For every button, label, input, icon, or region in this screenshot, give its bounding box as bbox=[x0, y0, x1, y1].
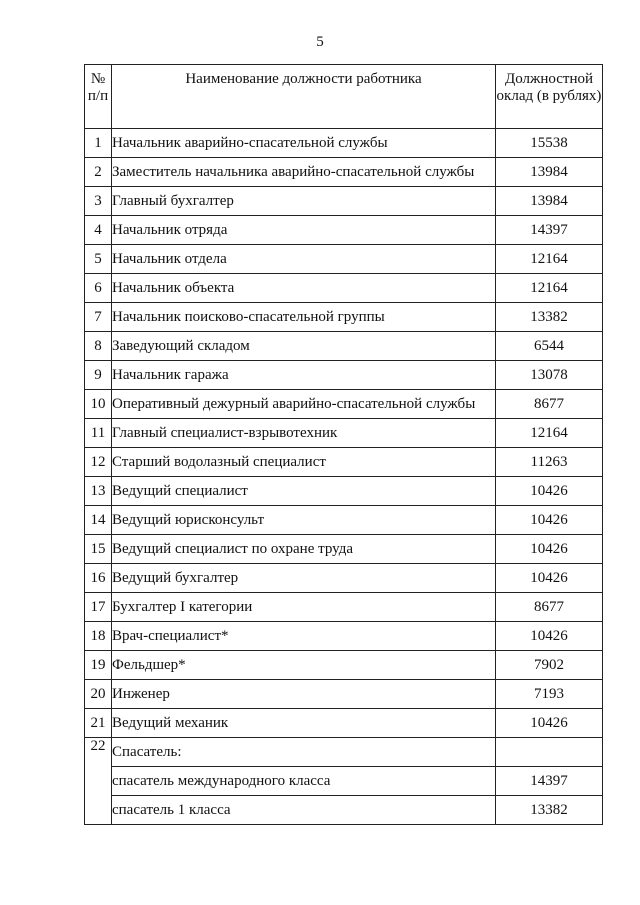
table-row bbox=[85, 477, 603, 506]
position-name: Бухгалтер I категории bbox=[112, 593, 496, 622]
row-number: 22 bbox=[85, 738, 112, 825]
position-name: Ведущий юрисконсульт bbox=[112, 506, 496, 535]
salary-value: 10426 bbox=[496, 564, 603, 593]
table-row bbox=[85, 709, 603, 738]
table-header-row bbox=[85, 65, 603, 129]
salary-table bbox=[84, 64, 603, 825]
table-row bbox=[85, 274, 603, 303]
salary-value: 7193 bbox=[496, 680, 603, 709]
row-number: 19 bbox=[85, 651, 112, 680]
position-name: Инженер bbox=[112, 680, 496, 709]
row-number: 1 bbox=[85, 129, 112, 158]
position-name: Заведующий складом bbox=[112, 332, 496, 361]
row-number: 10 bbox=[85, 390, 112, 419]
row-number: 5 bbox=[85, 245, 112, 274]
row-number: 18 bbox=[85, 622, 112, 651]
table-row bbox=[85, 332, 603, 361]
salary-value: 11263 bbox=[496, 448, 603, 477]
table-row bbox=[85, 593, 603, 622]
table-row bbox=[85, 158, 603, 187]
salary-value: 13382 bbox=[496, 796, 603, 825]
position-name: спасатель международного класса bbox=[112, 767, 496, 796]
table-row bbox=[85, 361, 603, 390]
salary-value: 10426 bbox=[496, 622, 603, 651]
position-name: Ведущий специалист по охране труда bbox=[112, 535, 496, 564]
row-number: 20 bbox=[85, 680, 112, 709]
salary-value: 12164 bbox=[496, 245, 603, 274]
salary-value: 8677 bbox=[496, 593, 603, 622]
row-number: 16 bbox=[85, 564, 112, 593]
position-name: Ведущий специалист bbox=[112, 477, 496, 506]
header-salary: Должностной оклад (в рублях) bbox=[496, 65, 603, 129]
row-number: 17 bbox=[85, 593, 112, 622]
row-number: 14 bbox=[85, 506, 112, 535]
row-number: 4 bbox=[85, 216, 112, 245]
row-number: 9 bbox=[85, 361, 112, 390]
table-subrow bbox=[85, 767, 603, 796]
row-number: 7 bbox=[85, 303, 112, 332]
row-number: 12 bbox=[85, 448, 112, 477]
salary-value: 13078 bbox=[496, 361, 603, 390]
position-name: Оперативный дежурный аварийно-спасательной службы bbox=[112, 390, 496, 419]
position-name: Начальник объекта bbox=[112, 274, 496, 303]
row-number: 15 bbox=[85, 535, 112, 564]
page-number: 5 bbox=[316, 34, 324, 50]
salary-value: 8677 bbox=[496, 390, 603, 419]
header-position-name: Наименование должности работника bbox=[112, 65, 496, 129]
table-row bbox=[85, 303, 603, 332]
salary-value bbox=[496, 738, 603, 767]
header-number: № п/п bbox=[85, 65, 112, 129]
position-name: Старший водолазный специалист bbox=[112, 448, 496, 477]
row-number: 11 bbox=[85, 419, 112, 448]
salary-value: 14397 bbox=[496, 216, 603, 245]
salary-value: 10426 bbox=[496, 477, 603, 506]
table-subrow bbox=[85, 796, 603, 825]
table-row bbox=[85, 129, 603, 158]
salary-value: 12164 bbox=[496, 274, 603, 303]
table-row bbox=[85, 216, 603, 245]
table-row bbox=[85, 187, 603, 216]
table-row bbox=[85, 419, 603, 448]
row-number: 8 bbox=[85, 332, 112, 361]
salary-value: 7902 bbox=[496, 651, 603, 680]
table-row bbox=[85, 245, 603, 274]
position-name: Главный бухгалтер bbox=[112, 187, 496, 216]
row-number: 6 bbox=[85, 274, 112, 303]
position-name: Фельдшер* bbox=[112, 651, 496, 680]
position-name: Ведущий механик bbox=[112, 709, 496, 738]
salary-value: 12164 bbox=[496, 419, 603, 448]
position-group-name: Спасатель: bbox=[112, 738, 496, 767]
table-row bbox=[85, 680, 603, 709]
row-number: 21 bbox=[85, 709, 112, 738]
table-row bbox=[85, 506, 603, 535]
salary-value: 15538 bbox=[496, 129, 603, 158]
table-row bbox=[85, 651, 603, 680]
position-name: Ведущий бухгалтер bbox=[112, 564, 496, 593]
position-name: Начальник гаража bbox=[112, 361, 496, 390]
position-name: спасатель 1 класса bbox=[112, 796, 496, 825]
row-number: 13 bbox=[85, 477, 112, 506]
table-row bbox=[85, 448, 603, 477]
position-name: Заместитель начальника аварийно-спасательной службы bbox=[112, 158, 496, 187]
salary-value: 13382 bbox=[496, 303, 603, 332]
salary-value: 13984 bbox=[496, 187, 603, 216]
row-number: 3 bbox=[85, 187, 112, 216]
salary-value: 10426 bbox=[496, 535, 603, 564]
table-row-group bbox=[85, 738, 603, 767]
salary-value: 10426 bbox=[496, 709, 603, 738]
position-name: Начальник аварийно-спасательной службы bbox=[112, 129, 496, 158]
salary-value: 10426 bbox=[496, 506, 603, 535]
position-name: Начальник поисково-спасательной группы bbox=[112, 303, 496, 332]
position-name: Главный специалист-взрывотехник bbox=[112, 419, 496, 448]
row-number: 2 bbox=[85, 158, 112, 187]
salary-value: 6544 bbox=[496, 332, 603, 361]
position-name: Начальник отряда bbox=[112, 216, 496, 245]
table-row bbox=[85, 564, 603, 593]
table-body bbox=[85, 129, 603, 825]
table-row bbox=[85, 390, 603, 419]
position-name: Начальник отдела bbox=[112, 245, 496, 274]
table-row bbox=[85, 535, 603, 564]
table-row bbox=[85, 622, 603, 651]
salary-value: 13984 bbox=[496, 158, 603, 187]
salary-value: 14397 bbox=[496, 767, 603, 796]
position-name: Врач-специалист* bbox=[112, 622, 496, 651]
